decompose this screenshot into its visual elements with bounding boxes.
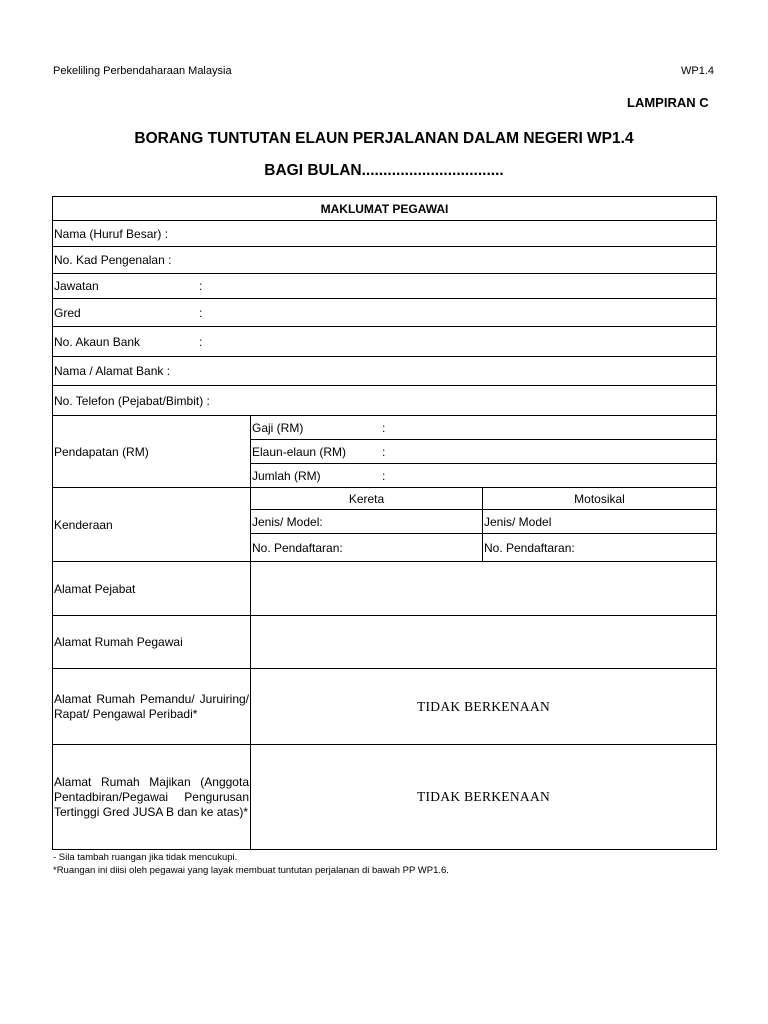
allowance-label: Elaun-elaun (RM) [252, 444, 347, 459]
bank-name-label: Nama / Alamat Bank : [54, 364, 171, 378]
appendix-label: LAMPIRAN C [627, 95, 709, 110]
motorcycle-model-field[interactable]: Jenis/ Model [483, 510, 717, 534]
home-address-label: Alamat Rumah Pegawai [53, 616, 251, 669]
officer-info-table [52, 196, 717, 850]
name-field-row[interactable] [53, 221, 717, 247]
income-label: Pendapatan (RM) [53, 416, 251, 488]
home-address-field[interactable] [251, 616, 717, 669]
total-colon: : [382, 468, 386, 483]
total-label: Jumlah (RM) [252, 468, 321, 483]
footnotes [53, 851, 449, 877]
salary-colon: : [382, 420, 386, 435]
section-title: MAKLUMAT PEGAWAI [53, 197, 717, 221]
total-row[interactable] [251, 464, 717, 488]
footnote-eligibility: *Ruangan ini diisi oleh pegawai yang layak membuat tuntutan perjalanan di bawah PP WP1.6. [53, 865, 449, 876]
phone-label: No. Telefon (Pejabat/Bimbit) : [54, 393, 210, 408]
bank-account-colon: : [199, 334, 203, 349]
bank-account-row[interactable] [53, 327, 717, 357]
employer-address-not-applicable: TIDAK BERKENAAN [251, 745, 717, 850]
bank-name-row[interactable] [53, 357, 717, 386]
name-label: Nama (Huruf Besar) : [54, 226, 169, 241]
month-line: BAGI BULAN................................. [264, 162, 504, 179]
office-address-field[interactable] [251, 562, 717, 616]
bank-account-label: No. Akaun Bank [54, 334, 141, 349]
salary-label: Gaji (RM) [252, 420, 304, 435]
grade-label: Gred [54, 305, 81, 320]
grade-row[interactable] [53, 299, 717, 327]
header-form-code: WP1.4 [681, 65, 715, 77]
ic-number-label: No. Kad Pengenalan : [54, 253, 172, 267]
ic-number-row[interactable] [53, 247, 717, 274]
grade-colon: : [199, 305, 203, 320]
car-header: Kereta [251, 488, 483, 510]
car-registration-field[interactable]: No. Pendaftaran: [251, 534, 483, 562]
office-address-label: Alamat Pejabat [53, 562, 251, 616]
phone-row[interactable] [53, 386, 717, 416]
employer-address-label: Alamat Rumah Majikan (Anggota Pentadbiran/Pegawai Pengurusan Tertinggi Gred JUSA B dan ke atas)* [53, 745, 251, 850]
page-title: BORANG TUNTUTAN ELAUN PERJALANAN DALAM NEGERI WP1.4 [134, 130, 634, 147]
header-circular-name: Pekeliling Perbendaharaan Malaysia [53, 65, 232, 77]
car-model-field[interactable]: Jenis/ Model: [251, 510, 483, 534]
allowance-row[interactable] [251, 440, 717, 464]
motorcycle-registration-field[interactable]: No. Pendaftaran: [483, 534, 717, 562]
position-label: Jawatan [54, 279, 99, 293]
motorcycle-header: Motosikal [483, 488, 717, 510]
footnote-add-rows: - Sila tambah ruangan jika tidak mencukupi. [53, 852, 238, 863]
vehicle-label: Kenderaan [53, 488, 251, 562]
allowance-colon: : [382, 444, 386, 459]
position-row[interactable] [53, 274, 717, 299]
position-colon: : [199, 279, 203, 293]
salary-row[interactable] [251, 416, 717, 440]
driver-address-not-applicable: TIDAK BERKENAAN [251, 669, 717, 745]
driver-address-label: Alamat Rumah Pemandu/ Juruiring/ Rapat/ Pengawal Peribadi* [53, 669, 251, 745]
